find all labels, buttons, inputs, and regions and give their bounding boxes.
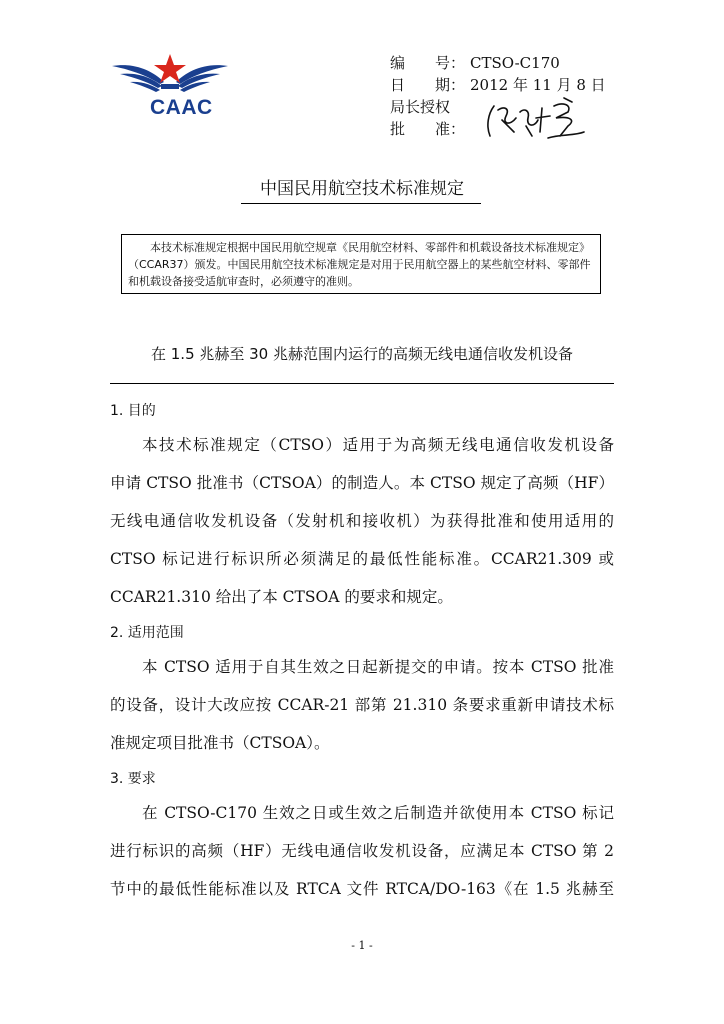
subtitle-rule (110, 383, 614, 384)
paragraph-line: 无线电通信收发机设备（发射机和接收机）为获得批准和使用适用的 (110, 512, 614, 530)
paragraph-line: 节中的最低性能标准以及 RTCA 文件 RTCA/DO-163《在 1.5 兆赫至 (110, 880, 614, 898)
meta-key: 批 准： (390, 120, 466, 138)
paragraph-line: 在 CTSO-C170 生效之日或生效之后制造并欲使用本 CTSO 标记 (142, 804, 614, 822)
title-underline (241, 203, 481, 204)
document-body (110, 396, 614, 910)
paragraph-line: 本 CTSO 适用于自其生效之日起新提交的申请。按本 CTSO 批准 (142, 658, 614, 676)
paragraph-line: 的设备，设计大改应按 CCAR-21 部第 21.310 条要求重新申请技术标 (110, 696, 614, 714)
meta-key: 局长授权 (390, 98, 451, 116)
meta-key: 编 号： (390, 54, 466, 72)
paragraph-line: CCAR21.310 给出了本 CTSOA 的要求和规定。 (110, 588, 453, 606)
paragraph-line: 准规定项目批准书（CTSOA）。 (110, 734, 330, 752)
notice-box (121, 234, 601, 294)
paragraph-line: 进行标识的高频（HF）无线电通信收发机设备，应满足本 CTSO 第 2 (110, 842, 614, 860)
handwritten-signature (480, 96, 590, 144)
section-heading-scope: 2. 适用范围 (110, 625, 184, 641)
caac-logo-text: CAAC (150, 96, 213, 119)
page-title: 中国民用航空技术标准规定 (260, 179, 464, 199)
paragraph-line: CTSO 标记进行标识所必须满足的最低性能标准。CCAR21.309 或 (110, 550, 614, 568)
section-heading-requirements: 3. 要求 (110, 771, 156, 787)
meta-key: 日 期： (390, 76, 466, 94)
meta-value: CTSO-C170 (470, 54, 560, 72)
section-paragraph (110, 794, 614, 908)
notice-text: 本技术标准规定根据中国民用航空规章《民用航空材料、零部件和机载设备技术标准规定》（CCAR37）颁发。中国民用航空技术标准规定是对用于民用航空器上的某些航空材料、零部件和机载设备接受适航审查时，必须遵守的准则。 (128, 241, 591, 288)
meta-value: 2012 年 11 月 8 日 (470, 76, 606, 94)
paragraph-line: 申请 CTSO 批准书（CTSOA）的制造人。本 CTSO 规定了高频（HF） (110, 474, 614, 492)
meta-row-date (390, 74, 606, 96)
section-heading-purpose: 1. 目的 (110, 403, 156, 419)
document-subtitle: 在 1.5 兆赫至 30 兆赫范围内运行的高频无线电通信收发机设备 (150, 345, 574, 363)
page-number: - 1 - (351, 939, 373, 952)
section-paragraph (110, 426, 614, 616)
paragraph-line: 本技术标准规定（CTSO）适用于为高频无线电通信收发机设备 (142, 436, 614, 454)
section-paragraph (110, 648, 614, 762)
signature-icon (480, 96, 590, 144)
meta-row-number (390, 52, 606, 74)
